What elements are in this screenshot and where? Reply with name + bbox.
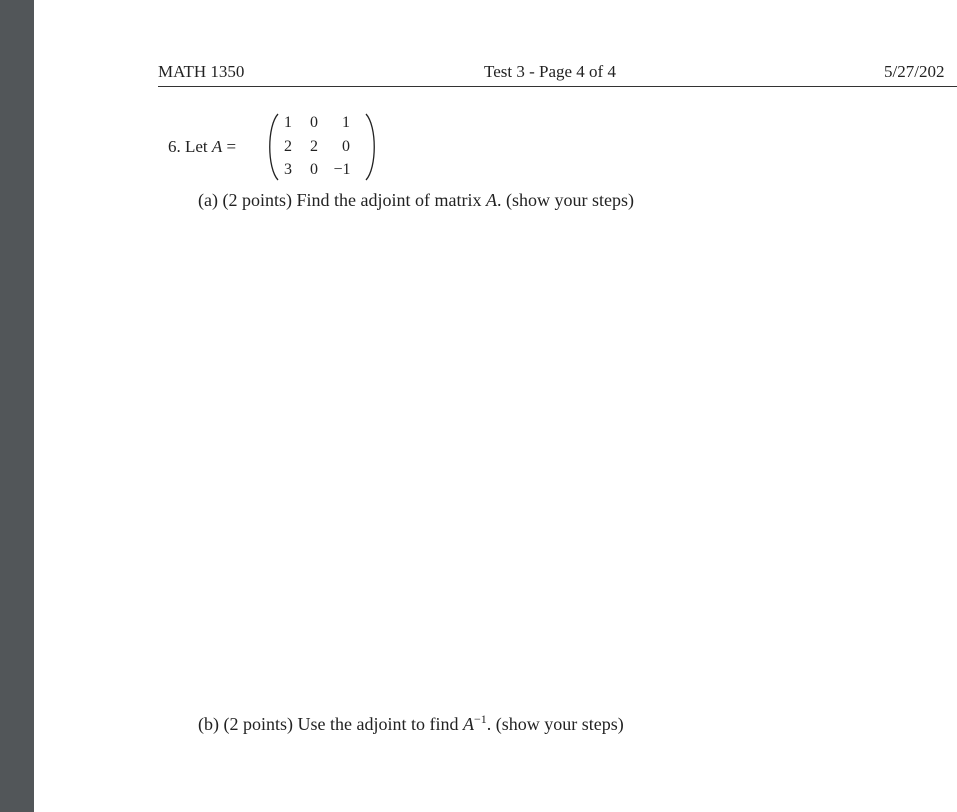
matrix-cell-r3c1: 3: [284, 161, 292, 178]
matrix-variable: A: [211, 137, 223, 156]
question-number: 6. Let: [168, 137, 208, 156]
course-code: MATH 1350: [158, 62, 245, 81]
part-b-superscript: −1: [473, 712, 487, 726]
part-b-points: (2 points): [223, 714, 293, 734]
document-page: [34, 0, 957, 812]
matrix-cell-r3c3: −1: [333, 161, 351, 178]
part-b-text: Use the adjoint to find: [297, 714, 459, 734]
header-rule: [158, 86, 957, 87]
matrix-cell-r2c3: 0: [342, 138, 350, 155]
part-a-points: (2 points): [222, 190, 292, 210]
part-b-label: (b): [198, 714, 219, 734]
header-date: 5/27/202: [884, 62, 945, 81]
matrix-a: [266, 112, 378, 182]
part-a-text: Find the adjoint of matrix: [296, 190, 482, 210]
matrix-cell-r1c3: 1: [342, 114, 350, 131]
matrix-cell-r1c2: 0: [310, 114, 318, 131]
equals-sign: =: [226, 137, 237, 156]
part-a-instruction: . (show your steps): [496, 190, 634, 210]
matrix-cell-r2c1: 2: [284, 138, 292, 155]
question-6-label: [168, 137, 236, 157]
part-b-variable: A: [462, 714, 474, 734]
part-a-variable: A: [485, 190, 497, 210]
part-a-label: (a): [198, 190, 218, 210]
part-b: [198, 712, 624, 735]
part-a: [198, 190, 634, 211]
matrix-cell-r3c2: 0: [310, 161, 318, 178]
part-b-instruction: . (show your steps): [486, 714, 624, 734]
viewer-sidebar: [0, 0, 34, 812]
page-header-title: Test 3 - Page 4 of 4: [484, 62, 616, 81]
matrix-cell-r2c2: 2: [310, 138, 318, 155]
matrix-cell-r1c1: 1: [284, 114, 292, 131]
